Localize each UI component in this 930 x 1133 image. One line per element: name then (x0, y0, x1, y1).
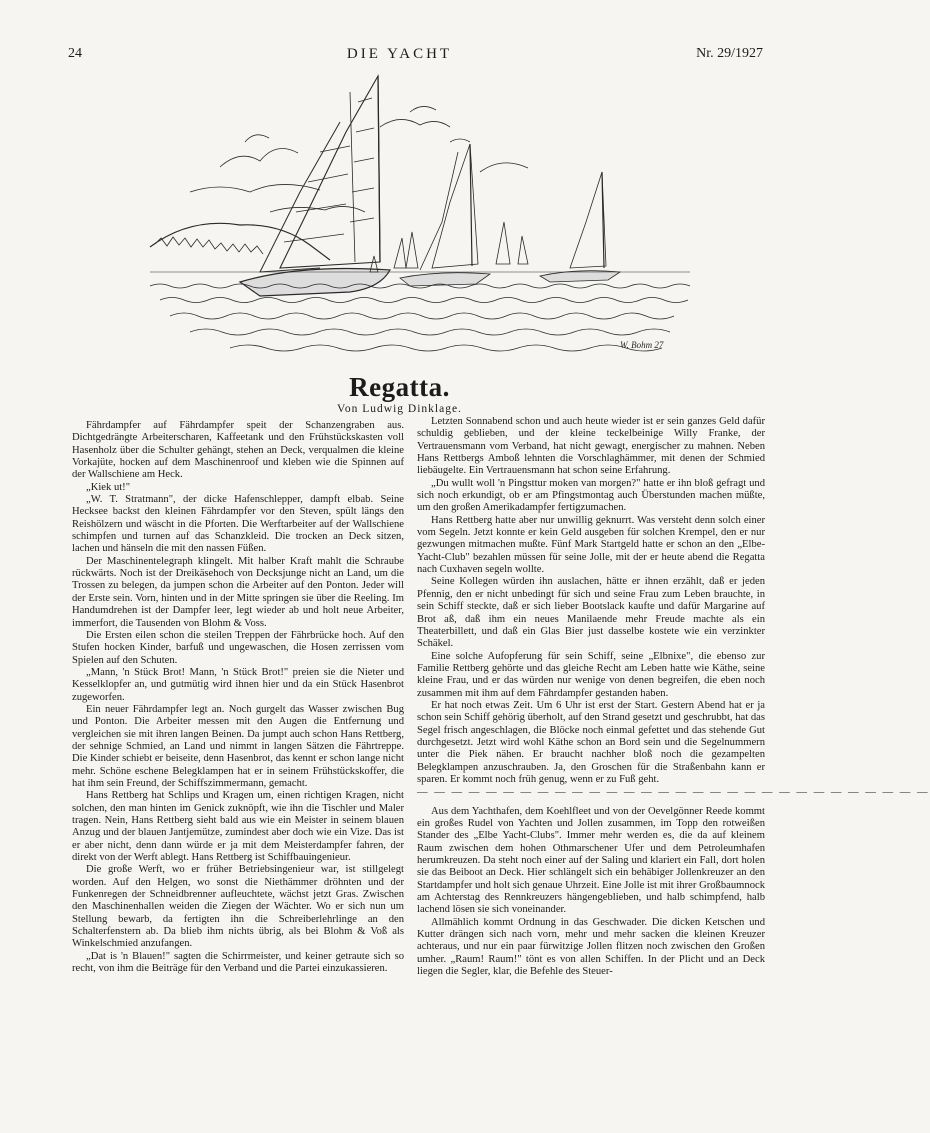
paragraph: Letzten Sonnabend schon und auch heute wieder ist er sein ganzes Geld dafür schuldig geblieben, und der kleine teckelbeinige Willy Franke, der Vertrauensmann vom Verband, hat nicht gewagt, energischer zu mahnen. Neben Hans Rettbergs Amboß lehnten die Vorschlaghämmer, mit denen der Schmied liebäugelte. Ein Vertrauensmann hat schon seine Erfahrung. (417, 416, 765, 477)
paragraph: Hans Rettberg hatte aber nur unwillig geknurrt. Was versteht denn solch einer vom Segeln. Jetzt konnte er kein Geld ausgeben für solchen Krempel, den er nur gezwungen mitmachen mußte. Fünf Mark Startgeld hatte er schon an den „Elbe-Yacht-Club" bezahlen müssen für seine Jolle, mit der er heute abend die Regatta nach Cuxhaven segeln wollte. (417, 514, 765, 576)
paragraph: Fährdampfer auf Fährdampfer speit der Schanzengraben aus. Dichtgedrängte Arbeiterscharen, Kaffeetank und den Frühstückskasten voll Hasenholz über die Schulter gehängt, stehen an Deck, verqualmen die kleine Vorkajüte, hocken auf dem Maschinenroof und kleben wie die Spinnen auf der Wallschiene am Heck. (72, 420, 404, 481)
artist-signature: W. Bohm 27 (620, 340, 664, 350)
sailing-regatta-illustration (150, 72, 690, 372)
article-right-column (417, 416, 930, 978)
paragraph: Der Maschinentelegraph klingelt. Mit halber Kraft mahlt die Schraube rückwärts. Noch ist der Dreikäsehoch von Decksjunge nicht an Land, um die Trossen zu belegen, da jumpen schon die Arbeiter auf den Ponton. Jeder will der Erste sein. Vorn, hinten und in der Mitte springen sie über die Reeling. Im Handumdrehen ist der Dampfer leer, legt wieder ab und holt neue Arbeiter, immerfort, die Tausenden von Blohm & Voss. (72, 555, 404, 629)
paragraph: Seine Kollegen würden ihn auslachen, hätte er ihnen erzählt, daß er jeden Pfennig, den er nicht unbedingt für sich und seine Frau zum Leben brauchte, in sein Schiff steckte, daß er sich lieber Bootslack kaufte und dafür Margarine auf Brot aß, daß ihm ein neues Manilaende mehr Freude machte als ein Theaterbillett, und daß ein Glas Bier just dasselbe kostete wie ein verzinkter Schäkel. (417, 576, 765, 650)
paragraph: Die Ersten eilen schon die steilen Treppen der Fährbrücke hoch. Auf den Stufen hocken Kinder, barfuß und ungewaschen, die Hosen zerrissen vom Spielen auf den Schuten. (72, 629, 404, 666)
section-separator: — — — — — — — — — — — — — — — — — — — — — — — — — — — — — — (417, 787, 930, 799)
paragraph: „Mann, 'n Stück Brot! Mann, 'n Stück Brot!" preien sie die Nieter und Kesselklopfer an, und gutmütig wird ihnen hier und da ein Stück Hasenbrot zugeworfen. (72, 666, 404, 703)
paragraph: Die große Werft, wo er früher Betriebsingenieur war, ist stillgelegt worden. Auf den Helgen, wo sonst die Niethämmer dröhnten und der Funkenregen der Schneidbrenner aufleuchtete, wächst jetzt Gras. Zwischen den Maschinenhallen weiden die Ziegen der Wächter. Wo er sich nun um Stellung bewarb, da fertigten ihn die Schreiberlehrlinge an den Schalterfenstern ab. Da blieb ihm nichts übrig, als bei Blohm & Voß als Winkelschmied anzufangen. (72, 864, 404, 950)
paragraph: „W. T. Stratmann", der dicke Hafenschlepper, dampft elbab. Seine Hecksee backst den kleinen Fährdampfer vor den Steven, spült längs den Reishölzern und wäscht in die Pforten. Die Werftarbeiter auf der Wallschiene schimpfen und turnen auf das Schanzkleid. Die trocken an Deck sitzen, lachen und hänseln die mit den nassen Füßen. (72, 494, 404, 555)
page-number: 24 (68, 46, 82, 61)
paragraph: „Dat is 'n Blauen!" sagten die Schirrmeister, und keiner getraute sich so recht, von ihm die Beiträge für den Verband und die Partei einzukassieren. (72, 950, 404, 975)
article-byline: Von Ludwig Dinklage. (337, 403, 462, 415)
paragraph: Ein neuer Fährdampfer legt an. Noch gurgelt das Wasser zwischen Bug und Ponton. Die Arbeiter messen mit den Augen die Entfernung und vergleichen sie mit ihren langen Beinen. Da jumpt auch schon Hans Rettberg, der sehnige Schmied, an Land und nimmt in langen Sätzen die Fährtreppe. Die Kinder schiebt er beiseite, denn Hasenbrot, das kennt er schon lange nicht mehr. Schöne eschene Belegklampen hat er in seinem Frühstückskoffer, die hat ihm sein Freund, der Schiffszimmermann, gemacht. (72, 703, 404, 789)
issue-number: Nr. 29/1927 (696, 46, 763, 61)
paragraph: „Kiek ut!" (86, 481, 131, 493)
paragraph: „Du wullt woll 'n Pingsttur moken van morgen?" hatte er ihn bloß gefragt und sich noch erkundigt, ob er am Pfingstmontag auch Überstunden machen müßte, um den großen Amerikadampfer fertigzumachen. (417, 477, 765, 514)
article-left-column (72, 420, 404, 975)
article-title: Regatta. (349, 372, 450, 402)
magazine-title: DIE YACHT (346, 46, 453, 62)
paragraph: Allmählich kommt Ordnung in das Geschwader. Die dicken Ketschen und Kutter drängen sich nach vorn, mehr und mehr sacken die kleinen Kreuzer achteraus, und nur ein paar fürwitzige Jollen flitzen noch zwischen den Großen umher. „Raum! Raum!" tönt es von allen Schiffen. In der Plicht und an Deck liegen die Segler, klar, die Befehle des Steuer- (417, 916, 765, 978)
paragraph: Eine solche Aufopferung für sein Schiff, seine „Elbnixe", die ebenso zur Familie Rettberg gehörte und das gleiche Recht am Leben hatte wie Käthe, seine kleine Frau, und er das würden nur wenige von denen begreifen, die eben noch zusammen mit ihm auf dem Fährdampfer gestanden haben. (417, 650, 765, 699)
paragraph: Hans Rettberg hat Schlips und Kragen um, einen richtigen Kragen, nicht solchen, den man hinten im Genick zuknöpft, wie ihn die Tischler und Maler tragen. Nein, Hans Rettberg sieht bald aus wie ein Meister in seinem blauen Anzug und der blauen Jantjemütze, zumindest aber doch wie ein Vize. Das ist er aber nicht, denn dann würde er ja mit dem Meisterdampfer fahren, der direkt von der Werft ablegt. Hans Rettberg ist Schiffbauingenieur. (72, 790, 404, 864)
paragraph: Aus dem Yachthafen, dem Koehlfleet und von der Oevelgönner Reede kommt ein großes Rudel von Yachten und Jollen zusammen, im Topp den rotweißen Stander des „Elbe Yacht-Clubs". Immer mehr werden es, die da auf kleinem Raum zwischen dem hohen Othmarschener Ufer und dem Petroleumhafen herumkreuzen. Da steht noch einer auf der Saling und klariert ein Fall, dort holen sie das Beiboot an Deck. Hier schlängelt sich ein behäbiger Jollenkreuzer an den Startdampfer und holt sich genaue Uhrzeit. Eine Jolle ist mit ihrer Großbaumnock am Achterstag des Rennkreuzers hängengeblieben, und halb schimpfend, halb lachend lösen sie sich voneinander. (417, 805, 765, 916)
paragraph: Er hat noch etwas Zeit. Um 6 Uhr ist erst der Start. Gestern Abend hat er ja schon sein Schiff gehörig überholt, auf den Strand gesetzt und geschrubbt, hat das Segel frisch angeschlagen, die Blöcke noch einmal gefettet und das stehende Gut durchgesetzt. Jetzt wird wohl Käthe schon an Bord sein und die Segelnummern unter die Piek nähen. Er braucht nachher bloß noch die gezampelten Belegklampen anzuschrauben. Ja, den Groschen für die Straßenbahn kann er sparen. Er kommt noch früh genug, wenn er zu Fuß geht. (417, 699, 765, 785)
